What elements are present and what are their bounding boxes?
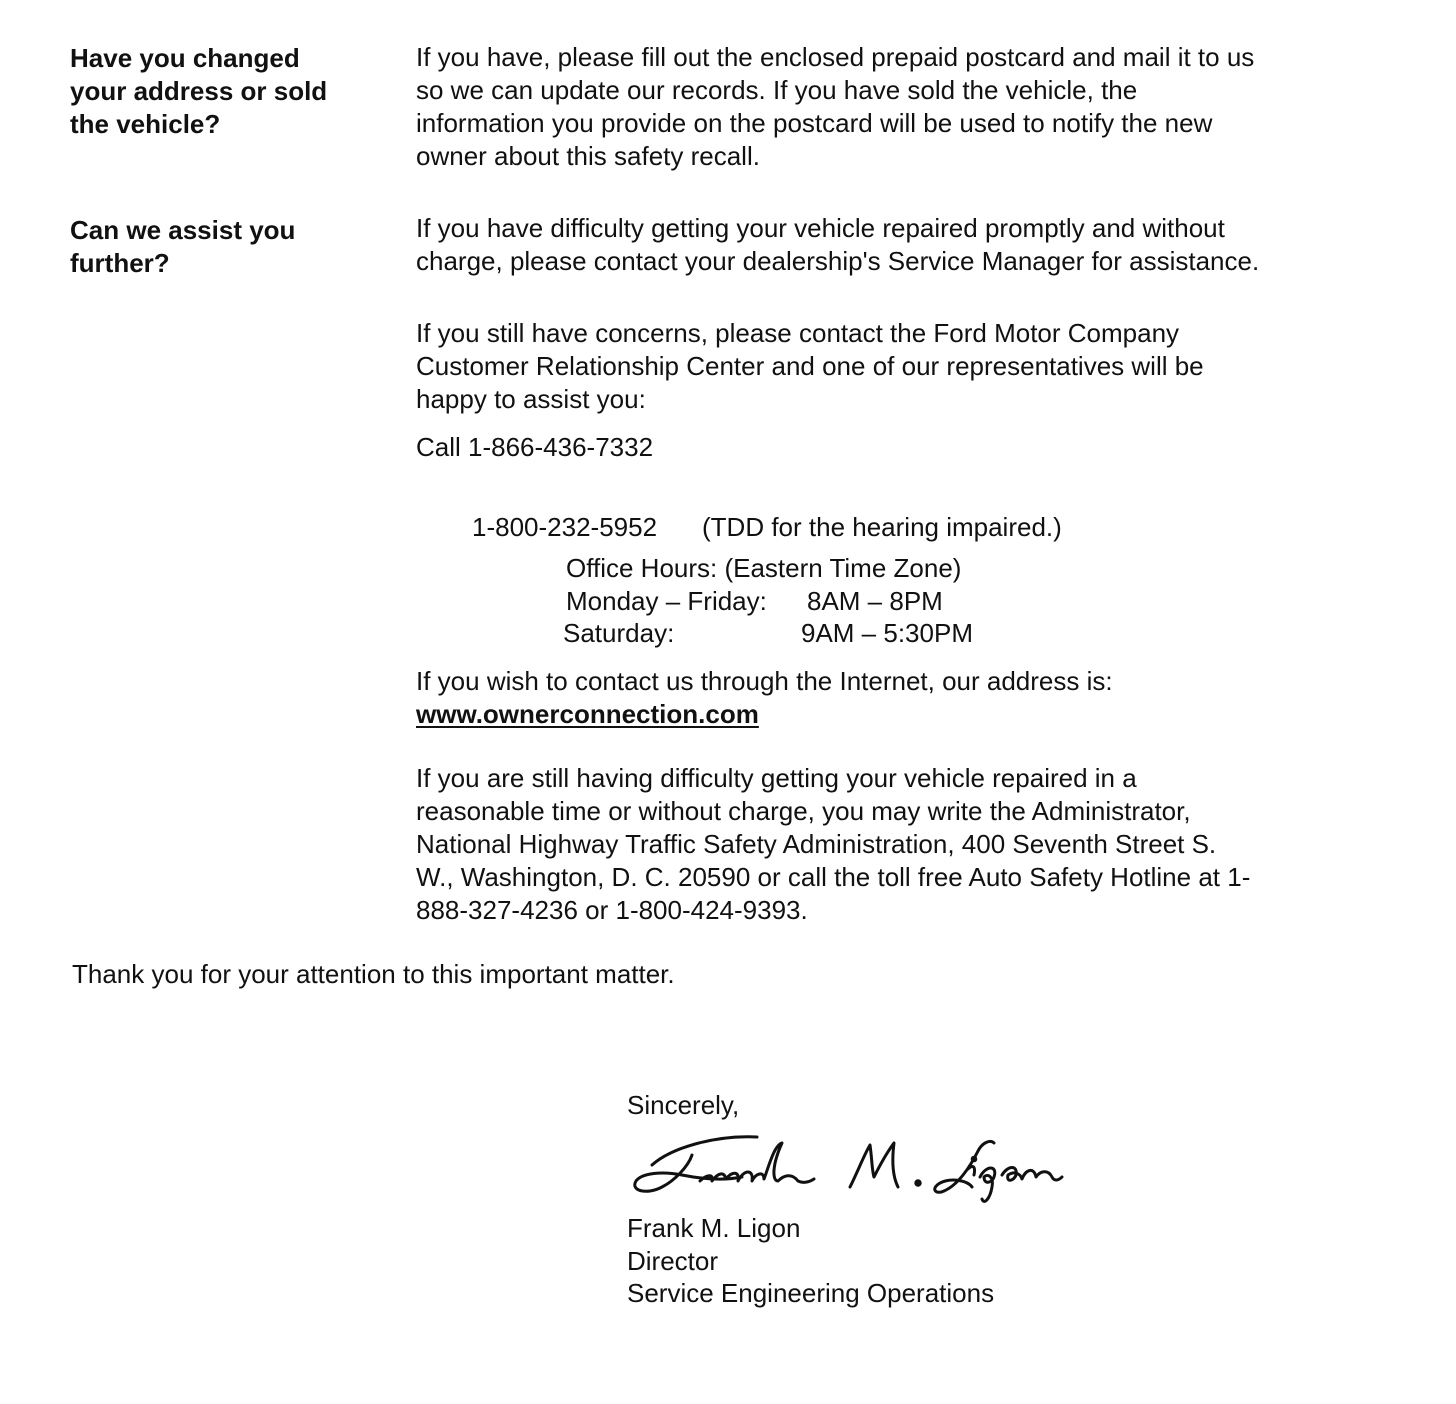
saturday-label: Saturday: <box>563 618 675 648</box>
contact-call-number: Call 1-866-436-7332 <box>416 432 654 462</box>
weekday-label: Monday – Friday: <box>566 586 767 616</box>
weekday-hours: 8AM – 8PM <box>807 586 943 616</box>
tdd-note: (TDD for the hearing impaired.) <box>702 512 1062 542</box>
section-body-address: If you have, please fill out the enclosed prepaid postcard and mail it to us so we can update our records. If you have sold the vehicle, the information you provide on the postcard will be used to notify the new owner about this safety recall. <box>416 42 1255 171</box>
office-hours-title: Office Hours: (Eastern Time Zone) <box>566 553 962 583</box>
saturday-hours: 9AM – 5:30PM <box>801 618 973 648</box>
nhtsa-paragraph: If you are still having difficulty getting your vehicle repaired in a reasonable time or without charge, you may write the Administrator, National Highway Traffic Safety Administration, 400 Seventh Street S. W., Washington, D. C. 20590 or call the toll free Auto Safety Hotline at 1- 888-327-4236 or 1-800-424-9393. <box>416 763 1251 925</box>
tdd-number: 1-800-232-5952 <box>472 512 658 542</box>
signer-department: Service Engineering Operations <box>627 1278 995 1308</box>
salutation: Sincerely, <box>627 1090 740 1120</box>
contact-intro: If you still have concerns, please contact the Ford Motor Company Customer Relationship Center and one of our representatives will be happy to assist you: <box>416 318 1204 414</box>
section-body-assist: If you have difficulty getting your vehicle repaired promptly and without charge, please contact your dealership's Service Manager for assistance. <box>416 213 1260 276</box>
section-heading-assist: Can we assist you further? <box>70 215 296 278</box>
signer-title: Director <box>627 1246 719 1276</box>
signature <box>622 1125 1067 1207</box>
section-heading-address: Have you changed your address or sold the vehicle? <box>70 43 328 139</box>
thank-you-line: Thank you for your attention to this important matter. <box>72 959 675 989</box>
signer-name: Frank M. Ligon <box>627 1213 801 1243</box>
internet-intro: If you wish to contact us through the Internet, our address is: <box>416 666 1113 696</box>
owner-connection-link[interactable]: www.ownerconnection.com <box>416 699 759 729</box>
